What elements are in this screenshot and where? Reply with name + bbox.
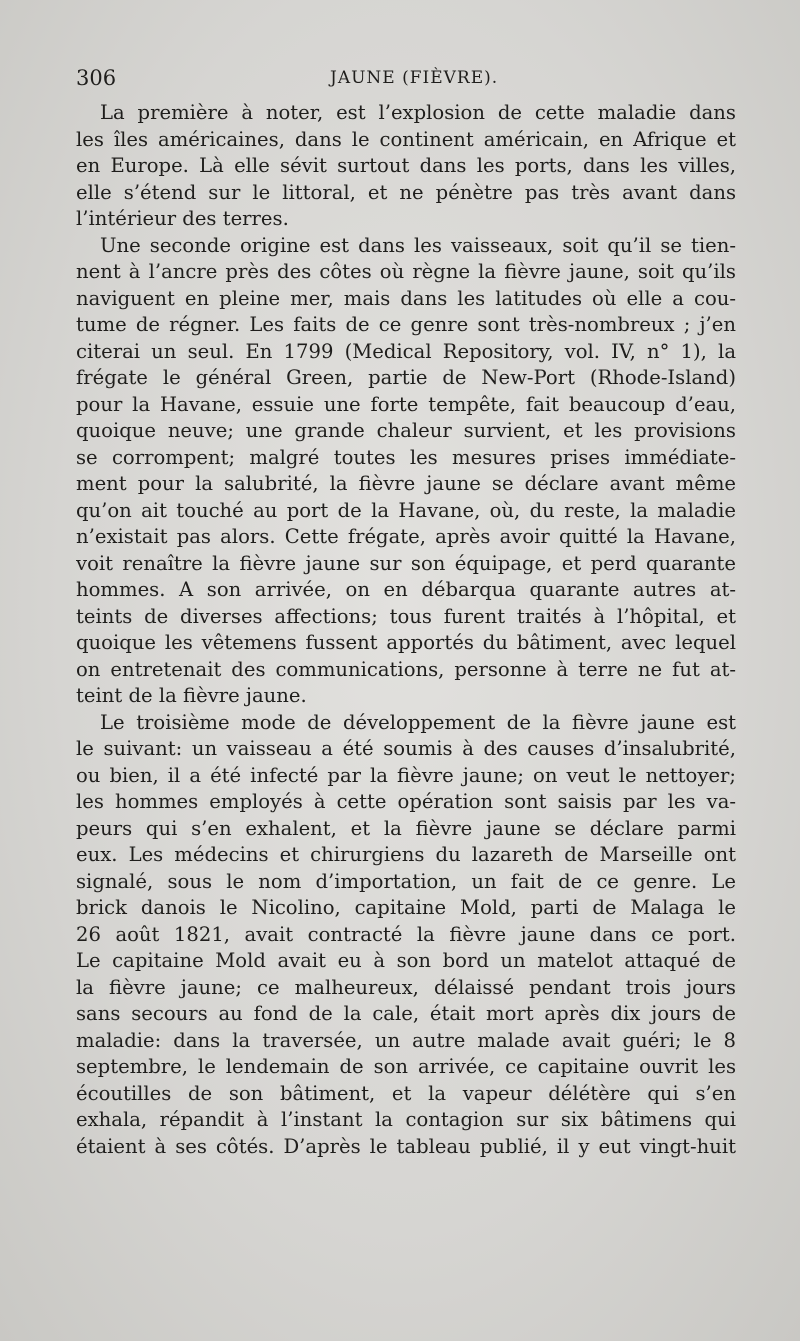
text-line: tume de régner. Les faits de ce genre sont très-nombreux ; j’en — [76, 313, 736, 336]
text-line: teint de la fièvre jaune. — [76, 684, 307, 707]
text-line: écoutilles de son bâtiment, et la vapeur délétère qui s’en — [76, 1081, 736, 1105]
text-line: La première à noter, est l’explosion de cette maladie dans — [100, 101, 736, 124]
paragraph-3 — [76, 710, 736, 1161]
text-line: sans secours au fond de la cale, était mort après dix jours de — [76, 1002, 736, 1025]
text-line: teints de diverses affections; tous furent traités à l’hôpital, et — [76, 604, 736, 628]
body-text — [76, 100, 736, 1160]
text-line: l’intérieur des terres. — [76, 207, 289, 230]
text-line: signalé, sous le nom d’importation, un fait de ce genre. Le — [76, 869, 736, 893]
text-line: peurs qui s’en exhalent, et la fièvre jaune se déclare parmi — [76, 816, 736, 840]
page-number: 306 — [76, 66, 117, 90]
text-line: 26 août 1821, avait contracté la fièvre jaune dans ce port. — [76, 922, 736, 946]
text-line: le suivant: un vaisseau a été soumis à des causes d’insalubrité, — [76, 737, 736, 760]
running-title: JAUNE (FIÈVRE). — [330, 68, 499, 88]
text-line: n’existait pas alors. Cette frégate, après avoir quitté la Havane, — [76, 525, 736, 548]
text-line: citerai un seul. En 1799 (Medical Repository, vol. IV, n° 1), la — [76, 339, 736, 363]
text-line: nent à l’ancre près des côtes où règne la fièvre jaune, soit qu’ils — [76, 260, 736, 283]
text-line: qu’on ait touché au port de la Havane, où, du reste, la maladie — [76, 498, 736, 522]
paragraph-2 — [76, 233, 736, 710]
text-line: la fièvre jaune; ce malheureux, délaissé pendant trois jours — [76, 975, 736, 999]
text-line: hommes. A son arrivée, on en débarqua quarante autres at- — [76, 578, 736, 601]
text-line: exhala, répandit à l’instant la contagion sur six bâtimens qui — [76, 1108, 736, 1131]
text-line: eux. Les médecins et chirurgiens du lazareth de Marseille ont — [76, 843, 736, 866]
text-line: quoique les vêtemens fussent apportés du bâtiment, avec lequel — [76, 631, 736, 654]
text-line: ou bien, il a été infecté par la fièvre jaune; on veut le nettoyer; — [76, 763, 736, 787]
text-line: Le capitaine Mold avait eu à son bord un matelot attaqué de — [76, 949, 736, 972]
text-line: les îles américaines, dans le continent américain, en Afrique et — [76, 127, 736, 151]
text-line: ment pour la salubrité, la fièvre jaune se déclare avant même — [76, 472, 736, 495]
text-line: septembre, le lendemain de son arrivée, ce capitaine ouvrit les — [76, 1055, 736, 1078]
text-line: quoique neuve; une grande chaleur survient, et les provisions — [76, 419, 736, 442]
text-line: les hommes employés à cette opération sont saisis par les va- — [76, 790, 736, 813]
text-line: en Europe. Là elle sévit surtout dans les ports, dans les villes, — [76, 154, 736, 177]
text-line: naviguent en pleine mer, mais dans les latitudes où elle a cou- — [76, 286, 736, 310]
paragraph-1 — [76, 100, 736, 233]
text-line: Le troisième mode de développement de la fièvre jaune est — [100, 710, 736, 734]
text-line: se corrompent; malgré toutes les mesures prises immédiate- — [76, 445, 736, 469]
page-header — [76, 66, 736, 96]
text-line: voit renaître la fièvre jaune sur son équipage, et perd quarante — [76, 551, 736, 575]
text-line: brick danois le Nicolino, capitaine Mold, parti de Malaga le — [76, 896, 736, 919]
text-line: maladie: dans la traversée, un autre malade avait guéri; le 8 — [76, 1028, 736, 1052]
text-line: Une seconde origine est dans les vaisseaux, soit qu’il se tien- — [100, 233, 736, 257]
text-line: frégate le général Green, partie de New-Port (Rhode-Island) — [76, 366, 736, 389]
text-line: on entretenait des communications, personne à terre ne fut at- — [76, 657, 736, 681]
text-line: pour la Havane, essuie une forte tempête, fait beaucoup d’eau, — [76, 392, 736, 416]
text-line: elle s’étend sur le littoral, et ne pénètre pas très avant dans — [76, 180, 736, 204]
text-line: étaient à ses côtés. D’après le tableau publié, il y eut vingt-huit — [76, 1134, 736, 1158]
